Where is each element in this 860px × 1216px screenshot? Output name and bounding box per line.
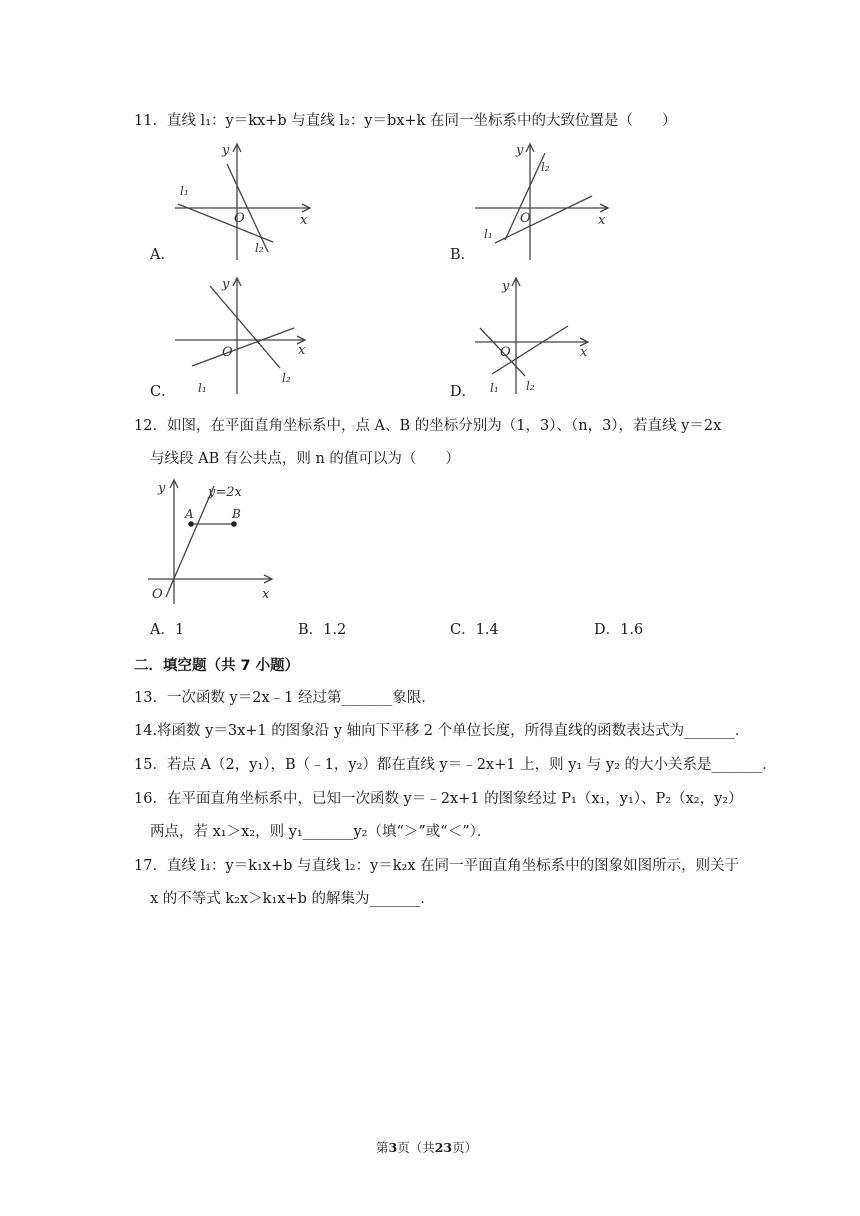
q12-origin: O (152, 587, 163, 602)
q11d-axis-x: x (580, 345, 588, 360)
q11b-l2: l₂ (541, 160, 550, 174)
footer-prefix: 第 (376, 1140, 389, 1155)
q12-line-label: y=2x (208, 485, 242, 500)
q11-figure-b (470, 138, 620, 266)
q12-axis-y: y (158, 481, 166, 496)
q11c-axis-y: y (222, 277, 230, 292)
q11-stem: 11．直线 l₁：y＝kx+b 与直线 l₂：y＝bx+k 在同一坐标系中的大致位置是（ ） (134, 113, 677, 129)
page-footer (376, 1138, 477, 1156)
q11c-origin: O (222, 345, 233, 360)
q11b-origin: O (520, 211, 531, 226)
q11d-axis-y: y (502, 279, 510, 294)
q11c-axis-x: x (298, 343, 306, 358)
q12-axis-x: x (262, 587, 270, 602)
q11b-axis-x: x (598, 213, 606, 228)
q12-option-b: B．1.2 (298, 622, 347, 638)
q11a-l2: l₂ (255, 241, 264, 255)
q11-figure-d (470, 272, 620, 400)
q12-point-b: B (232, 507, 241, 521)
footer-suffix: 页） (452, 1140, 478, 1155)
q12-point-a: A (185, 507, 194, 521)
q16-line2: 两点，若 x₁＞x₂，则 y₁_______y₂（填“＞”或“＜”）． (150, 824, 492, 840)
q12-option-d: D．1.6 (594, 622, 644, 638)
q13: 13．一次函数 y＝2x﹣1 经过第_______象限． (134, 690, 436, 706)
footer-mid: 页（共 (397, 1140, 435, 1155)
q11c-l2: l₂ (282, 371, 291, 385)
q11d-l1: l₁ (490, 381, 499, 395)
q11d-origin: O (500, 345, 511, 360)
q12-option-c: C．1.4 (450, 622, 499, 638)
q11a-axis-y: y (222, 143, 230, 158)
q11a-axis-x: x (300, 213, 308, 228)
q14: 14.将函数 y＝3x+1 的图象沿 y 轴向下平移 2 个单位长度，所得直线的函数表达式为_______． (134, 723, 750, 739)
q11a-l1: l₁ (180, 184, 189, 198)
q12-stem-line2: 与线段 AB 有公共点，则 n 的值可以为（ ） (150, 451, 460, 467)
q11-figure-a (170, 138, 320, 266)
q17-line1: 17．直线 l₁：y＝k₁x+b 与直线 l₂：y＝k₂x 在同一平面直角坐标系中的图象如图所示，则关于 (134, 858, 740, 874)
q11-option-b-label: B． (450, 247, 476, 263)
q11a-origin: O (234, 211, 245, 226)
section-fill-in-title: 二．填空题（共 7 小题） (134, 658, 300, 674)
q11-option-a-label: A． (150, 247, 175, 263)
q17-line2: x 的不等式 k₂x＞k₁x+b 的解集为_______． (150, 891, 435, 907)
q12-option-a: A．1 (150, 622, 185, 638)
q12-figure (140, 474, 280, 610)
q11b-l1: l₁ (484, 227, 493, 241)
q11b-axis-y: y (516, 143, 524, 158)
q11-option-c-label: C． (150, 384, 176, 400)
q11c-l1: l₁ (198, 381, 207, 395)
footer-page-number: 3 (388, 1140, 398, 1155)
q12-stem-line1: 12．如图，在平面直角坐标系中，点 A、B 的坐标分别为（1，3）、（n，3），若直线 y＝2x (134, 418, 722, 434)
q16-line1: 16．在平面直角坐标系中，已知一次函数 y＝﹣2x+1 的图象经过 P₁（x₁，y₁）、P₂（x₂，y₂） (134, 791, 743, 807)
footer-total-pages: 23 (434, 1140, 453, 1155)
q11-option-d-label: D． (450, 384, 477, 400)
q11d-l2: l₂ (526, 379, 535, 393)
q15: 15．若点 A（2，y₁），B（﹣1，y₂）都在直线 y＝﹣2x+1 上，则 y₁ 与 y₂ 的大小关系是_______． (134, 757, 777, 773)
q11-figure-c (170, 272, 320, 400)
